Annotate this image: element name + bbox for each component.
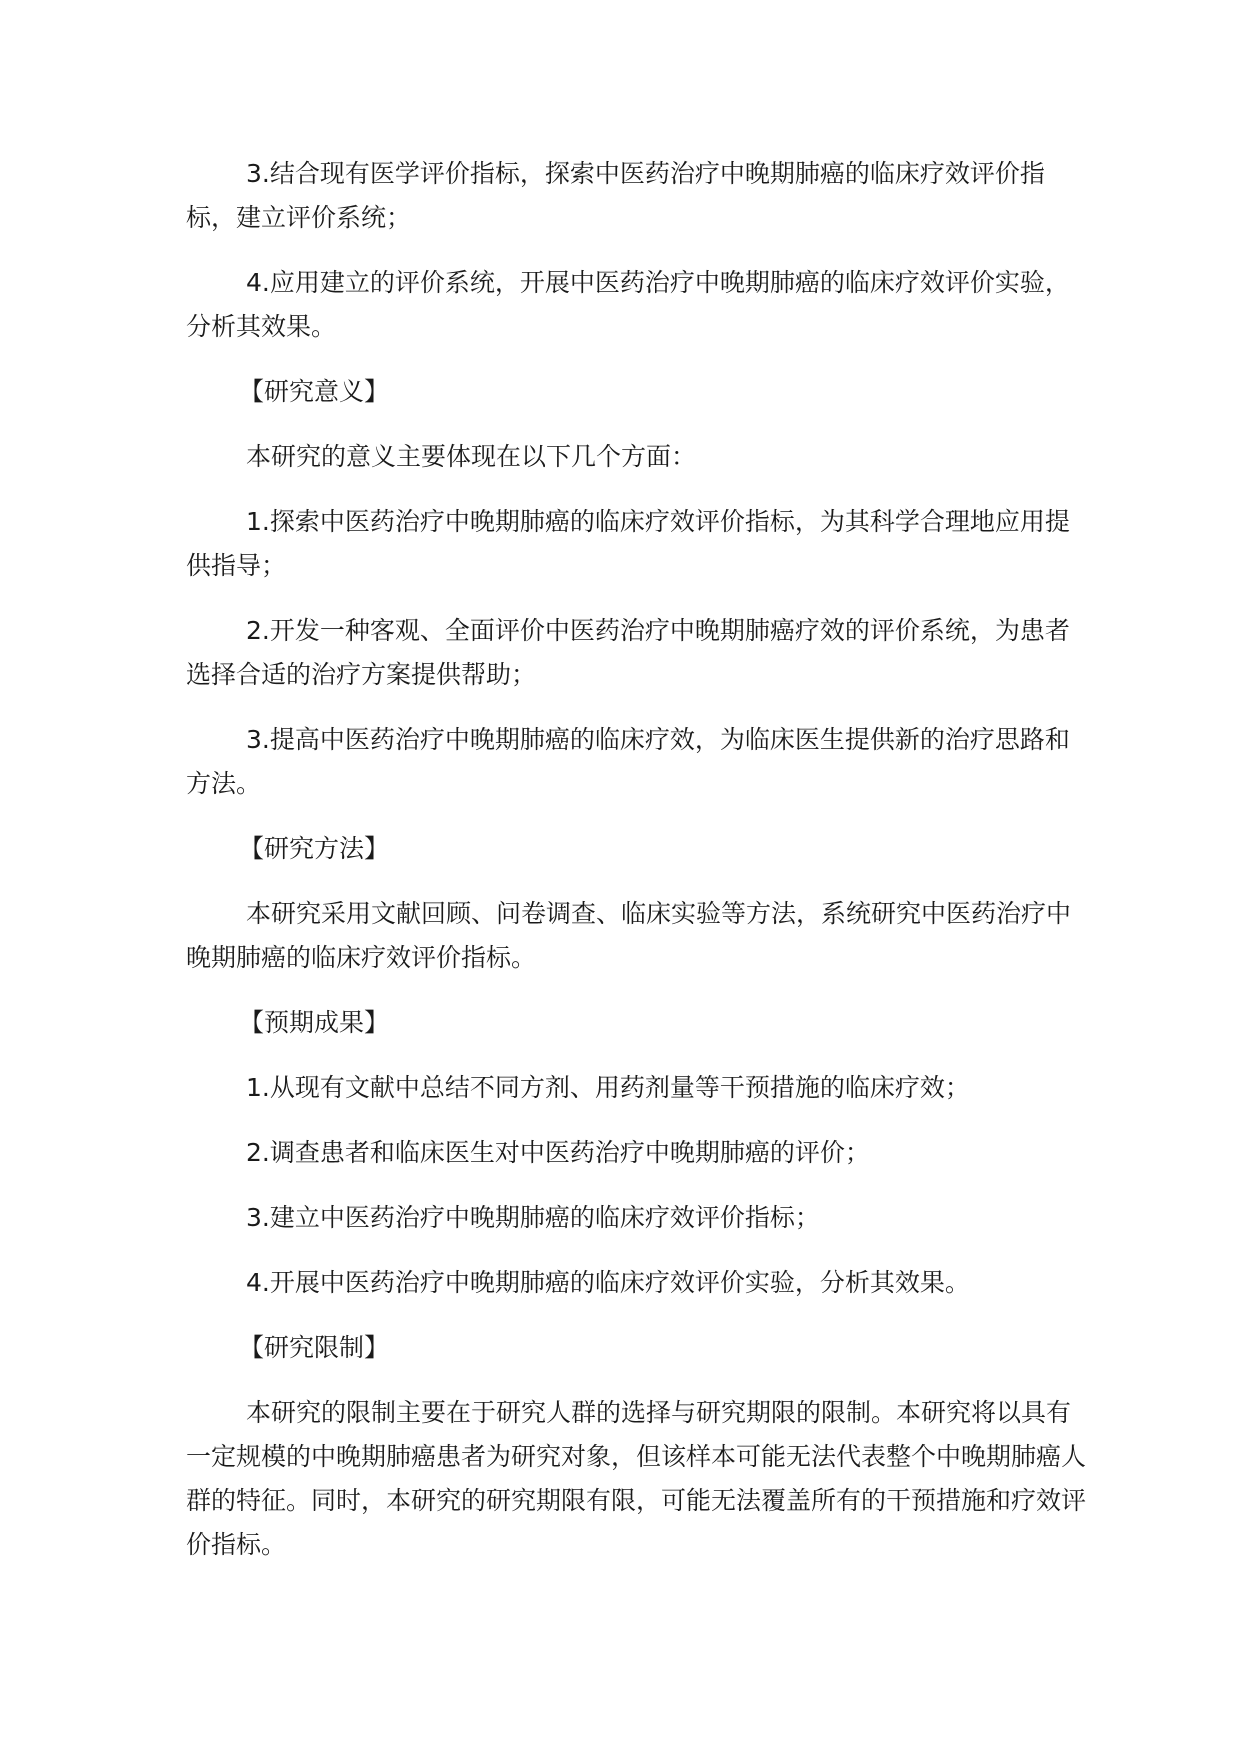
list-item: 1.从现有文献中总结不同方剂、用药剂量等干预措施的临床疗效； (246, 1073, 970, 1102)
list-item: 3.结合现有医学评价指标，探索中医药治疗中晚期肺癌的临床疗效评价指标，建立评价系统； (186, 159, 1045, 232)
section-heading-limitations: 【研究限制】 (239, 1333, 390, 1362)
list-item: 3.提高中医药治疗中晚期肺癌的临床疗效，为临床医生提供新的治疗思路和方法。 (186, 725, 1070, 798)
list-item: 2.调查患者和临床医生对中医药治疗中晚期肺癌的评价； (246, 1138, 870, 1167)
document-body (186, 152, 1086, 1567)
list-item: 2.开发一种客观、全面评价中医药治疗中晚期肺癌疗效的评价系统，为患者选择合适的治疗方案提供帮助； (186, 616, 1070, 689)
paragraph: 本研究的意义主要体现在以下几个方面： (246, 442, 697, 471)
list-item: 3.建立中医药治疗中晚期肺癌的临床疗效评价指标； (246, 1203, 820, 1232)
section-heading-expected-results: 【预期成果】 (239, 1008, 390, 1037)
list-item: 4.开展中医药治疗中晚期肺癌的临床疗效评价实验，分析其效果。 (246, 1268, 970, 1297)
paragraph: 本研究的限制主要在于研究人群的选择与研究期限的限制。本研究将以具有一定规模的中晚期肺癌患者为研究对象，但该样本可能无法代表整个中晚期肺癌人群的特征。同时，本研究的研究期限有限，可能无法覆盖所有的干预措施和疗效评价指标。 (186, 1398, 1087, 1559)
list-item: 4.应用建立的评价系统，开展中医药治疗中晚期肺癌的临床疗效评价实验，分析其效果。 (186, 268, 1070, 341)
paragraph: 本研究采用文献回顾、问卷调查、临床实验等方法，系统研究中医药治疗中晚期肺癌的临床疗效评价指标。 (186, 899, 1072, 972)
section-heading-significance: 【研究意义】 (239, 377, 390, 406)
list-item: 1.探索中医药治疗中晚期肺癌的临床疗效评价指标，为其科学合理地应用提供指导； (186, 507, 1070, 580)
section-heading-methods: 【研究方法】 (239, 834, 390, 863)
